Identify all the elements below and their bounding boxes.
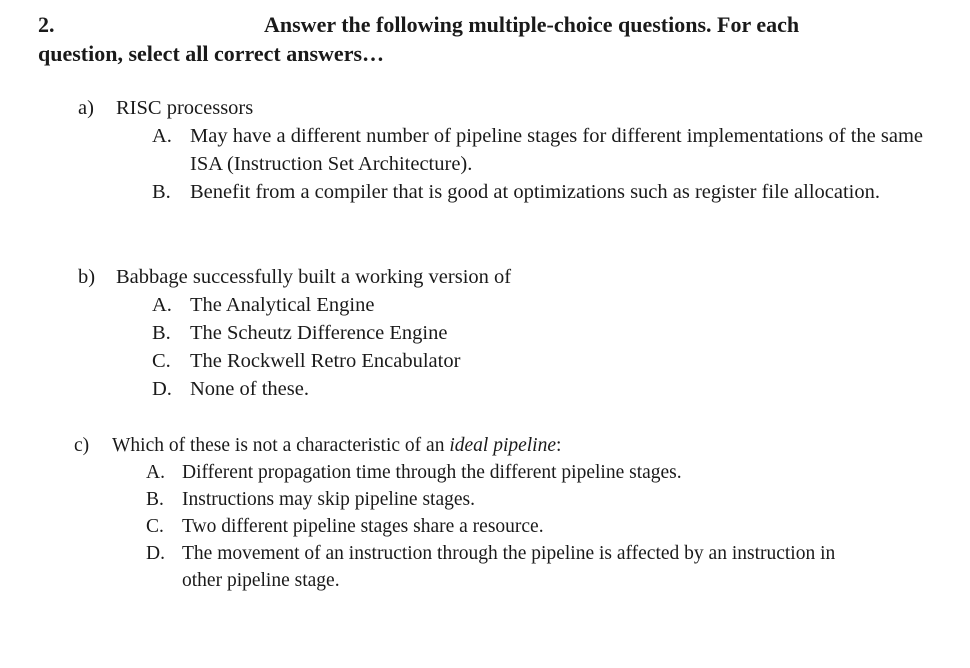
header-line-1 (38, 10, 938, 39)
option-letter: A. (146, 462, 165, 483)
option-text: Two different pipeline stages share a resource. (182, 516, 544, 537)
part-a-stem (78, 94, 948, 122)
part-b (78, 263, 948, 403)
option-text: Benefit from a compiler that is good at optimizations such as register file allocation. (190, 181, 880, 203)
option-b-C[interactable] (152, 347, 942, 375)
question-number: 2. (38, 12, 55, 37)
option-letter: C. (152, 350, 171, 372)
part-stem-text: Babbage successfully built a working version of (116, 266, 512, 288)
option-b-A[interactable] (152, 291, 942, 319)
option-a-B[interactable] (152, 178, 942, 206)
option-text: The Rockwell Retro Encabulator (190, 350, 461, 372)
option-c-A[interactable] (146, 459, 836, 486)
part-stem-emphasis: ideal pipeline (449, 435, 557, 456)
part-stem-suffix: : (556, 435, 562, 456)
part-stem-text: RISC processors (116, 97, 254, 119)
option-list (152, 122, 942, 206)
option-c-B[interactable] (146, 486, 836, 513)
part-stem-text: Which of these is not a characteristic of an (112, 435, 450, 456)
question-instruction-line-1: Answer the following multiple-choice questions. For each (264, 12, 800, 37)
option-c-D[interactable] (146, 540, 836, 594)
part-letter: b) (78, 266, 96, 288)
option-b-B[interactable] (152, 319, 942, 347)
option-text: Different propagation time through the different pipeline stages. (182, 462, 682, 483)
option-a-A[interactable] (152, 122, 942, 178)
option-text: May have a different number of pipeline stages for different implementations of the same ISA (Instruction Set Architecture). (190, 125, 924, 175)
option-letter: C. (146, 516, 164, 537)
option-letter: B. (152, 181, 171, 203)
option-text: None of these. (190, 378, 309, 400)
option-letter: A. (152, 294, 172, 316)
option-letter: D. (146, 543, 165, 564)
option-text: Instructions may skip pipeline stages. (182, 489, 475, 510)
option-b-D[interactable] (152, 375, 942, 403)
question-header (38, 10, 938, 68)
part-c-stem (74, 432, 944, 459)
option-letter: A. (152, 125, 172, 147)
option-list (146, 459, 836, 594)
part-letter: a) (78, 97, 94, 119)
option-c-C[interactable] (146, 513, 836, 540)
option-text: The movement of an instruction through the pipeline is affected by an instruction in other pipeline stage. (182, 543, 836, 591)
question-instruction-line-2: question, select all correct answers… (38, 41, 385, 66)
option-text: The Scheutz Difference Engine (190, 322, 448, 344)
option-letter: D. (152, 378, 172, 400)
part-b-stem (78, 263, 948, 291)
part-c (74, 432, 944, 594)
part-a (78, 94, 948, 206)
option-list (152, 291, 942, 403)
option-letter: B. (152, 322, 171, 344)
option-text: The Analytical Engine (190, 294, 375, 316)
option-letter: B. (146, 489, 164, 510)
part-letter: c) (74, 435, 90, 456)
